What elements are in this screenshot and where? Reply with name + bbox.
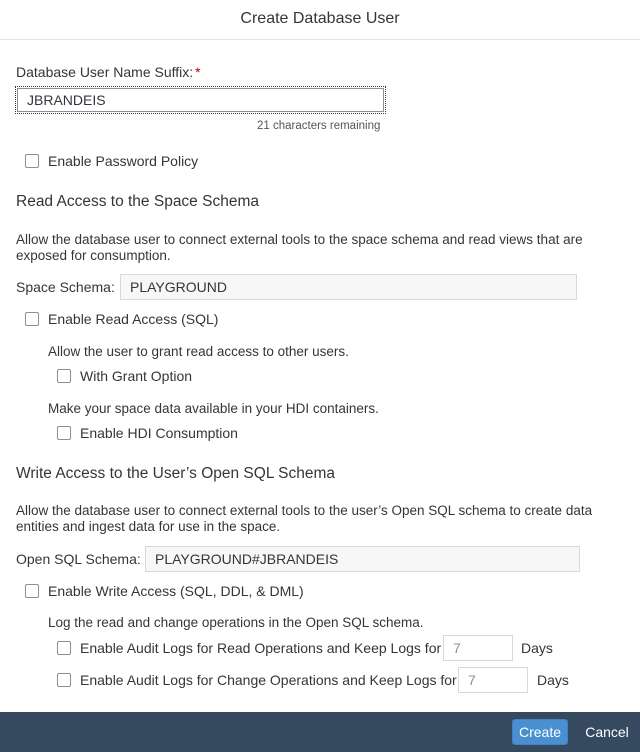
audit-change-label: Enable Audit Logs for Change Operations and Keep Logs for <box>80 672 457 688</box>
grant-hint: Allow the user to grant read access to other users. <box>48 344 349 359</box>
enable-read-access-checkbox[interactable] <box>25 312 39 326</box>
open-sql-schema-input[interactable]: PLAYGROUND#JBRANDEIS <box>145 546 580 572</box>
audit-change-days-input[interactable]: 7 <box>458 667 528 693</box>
characters-remaining: 21 characters remaining <box>257 120 381 132</box>
with-grant-option-checkbox[interactable] <box>57 369 71 383</box>
open-sql-schema-label: Open SQL Schema: <box>16 551 141 567</box>
enable-hdi-checkbox[interactable] <box>57 426 71 440</box>
dialog-header <box>0 0 640 40</box>
audit-read-label: Enable Audit Logs for Read Operations and Keep Logs for <box>80 640 442 656</box>
password-policy-checkbox[interactable] <box>25 154 39 168</box>
read-access-title: Read Access to the Space Schema <box>16 193 259 210</box>
dialog-title: Create Database User <box>240 10 400 27</box>
hdi-hint: Make your space data available in your HDI containers. <box>48 401 379 416</box>
user-name-input[interactable]: JBRANDEIS <box>17 88 384 112</box>
create-button[interactable]: Create <box>512 719 568 745</box>
enable-write-access-label: Enable Write Access (SQL, DDL, & DML) <box>48 583 304 599</box>
audit-change-checkbox[interactable] <box>57 673 71 687</box>
required-marker: * <box>195 64 201 80</box>
space-schema-label: Space Schema: <box>16 279 115 295</box>
write-access-title: Write Access to the User’s Open SQL Schema <box>16 465 336 482</box>
user-name-label: Database User Name Suffix: * <box>16 64 201 80</box>
audit-read-checkbox[interactable] <box>57 641 71 655</box>
audit-read-days-unit: Days <box>521 640 553 656</box>
dialog-footer <box>0 712 640 752</box>
password-policy-label: Enable Password Policy <box>48 153 199 169</box>
with-grant-option-label: With Grant Option <box>80 368 193 384</box>
space-schema-input[interactable]: PLAYGROUND <box>120 274 577 300</box>
enable-read-access-label: Enable Read Access (SQL) <box>48 311 219 327</box>
enable-hdi-label: Enable HDI Consumption <box>80 425 238 441</box>
enable-write-access-checkbox[interactable] <box>25 584 39 598</box>
cancel-button[interactable]: Cancel <box>578 719 636 745</box>
audit-read-days-input[interactable]: 7 <box>443 635 513 661</box>
write-access-description: Allow the database user to connect external tools to the user’s Open SQL schema to create data entities and ingest data for use in the space. <box>16 503 593 534</box>
log-hint: Log the read and change operations in the Open SQL schema. <box>48 615 424 630</box>
audit-change-days-unit: Days <box>537 672 569 688</box>
read-access-description: Allow the database user to connect external tools to the space schema and read views that are exposed for consumption. <box>16 232 583 263</box>
